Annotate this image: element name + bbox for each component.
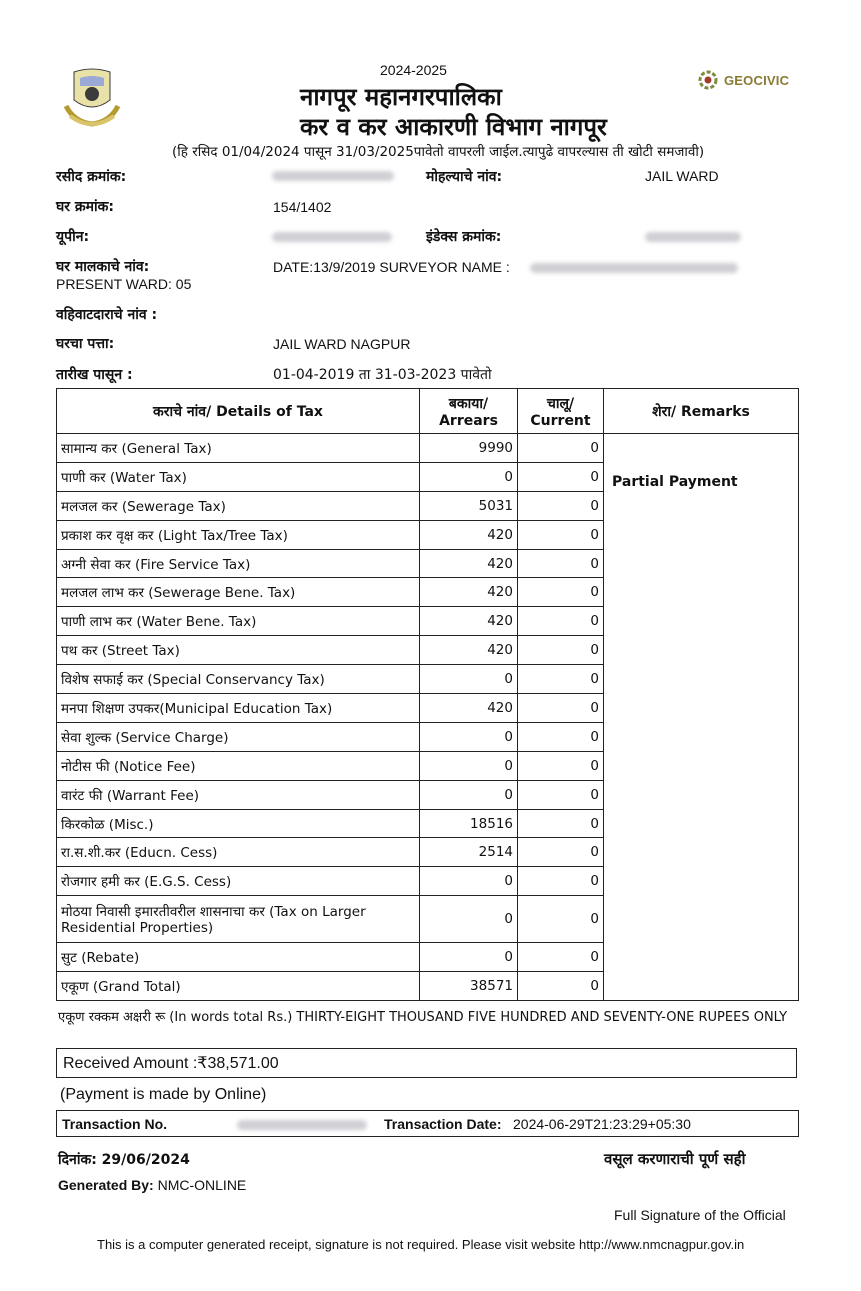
- current-cell: 0: [518, 722, 604, 751]
- geocivic-text: GEOCIVIC: [724, 72, 790, 88]
- tax-name-cell: मलजल लाभ कर (Sewerage Bene. Tax): [57, 578, 420, 607]
- current-cell: 0: [518, 972, 604, 1001]
- receipt-no-redacted: [272, 171, 394, 181]
- arrears-cell: 0: [420, 867, 518, 896]
- arrears-cell: 5031: [420, 491, 518, 520]
- amount-in-words: एकूण रक्कम अक्षरी रू (In words total Rs.) THIRTY-EIGHT THOUSAND FIVE HUNDRED AND SEVENTY-ONE RUPEES ONLY: [58, 1010, 788, 1025]
- address-label: घरचा पत्ता:: [56, 336, 115, 352]
- arrears-cell: 420: [420, 578, 518, 607]
- header-remarks: शेरा/ Remarks: [604, 389, 799, 434]
- upin-label: यूपीन:: [56, 229, 90, 245]
- arrears-cell: 0: [420, 462, 518, 491]
- header-details: कराचे नांव/ Details of Tax: [57, 389, 420, 434]
- transaction-date-label: Transaction Date:: [384, 1116, 502, 1132]
- tax-name-cell: मोठया निवासी इमारतीवरील शासनाचा कर (Tax on Larger Residential Properties): [57, 896, 420, 943]
- current-cell: 0: [518, 943, 604, 972]
- geocivic-logo: [696, 62, 806, 98]
- tax-name-cell: मलजल कर (Sewerage Tax): [57, 491, 420, 520]
- tax-name-cell: मनपा शिक्षण उपकर(Municipal Education Tax): [57, 694, 420, 723]
- date-from-label: तारीख पासून :: [56, 367, 133, 383]
- tax-name-cell: पाणी कर (Water Tax): [57, 462, 420, 491]
- current-cell: 0: [518, 607, 604, 636]
- arrears-cell: 0: [420, 722, 518, 751]
- remarks-cell: Partial Payment: [604, 434, 799, 1001]
- current-cell: 0: [518, 520, 604, 549]
- disclaimer: This is a computer generated receipt, signature is not required. Please visit website http://www.nmcnagpur.gov.in: [97, 1237, 745, 1252]
- arrears-cell: 420: [420, 549, 518, 578]
- date-from-value: 01-04-2019 ता 31-03-2023 पावेतो: [273, 367, 492, 383]
- arrears-cell: 9990: [420, 434, 518, 463]
- current-cell: 0: [518, 838, 604, 867]
- tax-table-header: [57, 389, 799, 434]
- current-cell: 0: [518, 809, 604, 838]
- current-cell: 0: [518, 636, 604, 665]
- transaction-box: [56, 1110, 799, 1137]
- arrears-cell: 0: [420, 943, 518, 972]
- occupier-label: वहिवाटदाराचे नांव :: [56, 307, 158, 323]
- current-cell: 0: [518, 751, 604, 780]
- arrears-cell: 420: [420, 694, 518, 723]
- index-no-label: इंडेक्स क्रमांक:: [426, 229, 502, 245]
- arrears-cell: 420: [420, 520, 518, 549]
- current-cell: 0: [518, 665, 604, 694]
- receipt-no-label: रसीद क्रमांक:: [56, 169, 127, 185]
- payment-mode: (Payment is made by Online): [60, 1086, 267, 1103]
- collector-signature-label: वसूल करणाराची पूर्ण सही: [604, 1150, 746, 1168]
- tax-name-cell: पथ कर (Street Tax): [57, 636, 420, 665]
- arrears-cell: 420: [420, 636, 518, 665]
- tax-table: [56, 388, 799, 1001]
- validity-note: (हि रसिद 01/04/2024 पासून 31/03/2025पावेतो वापरली जाईल.त्यापुढे वापरल्यास ती खोटी समजावी): [172, 144, 705, 160]
- arrears-cell: 0: [420, 896, 518, 943]
- tax-name-cell: प्रकाश कर वृक्ष कर (Light Tax/Tree Tax): [57, 520, 420, 549]
- official-signature-label: Full Signature of the Official: [614, 1207, 786, 1223]
- arrears-cell: 38571: [420, 972, 518, 1001]
- arrears-cell: 420: [420, 607, 518, 636]
- arrears-cell: 2514: [420, 838, 518, 867]
- tax-name-cell: एकूण (Grand Total): [57, 972, 420, 1001]
- arrears-cell: 0: [420, 751, 518, 780]
- tax-name-cell: सुट (Rebate): [57, 943, 420, 972]
- page-subtitle: कर व कर आकारणी विभाग नागपूर: [300, 113, 607, 141]
- upin-redacted: [272, 232, 392, 242]
- received-amount: Received Amount :₹38,571.00: [56, 1048, 797, 1078]
- arrears-cell: 18516: [420, 809, 518, 838]
- present-ward: PRESENT WARD: 05: [56, 276, 192, 292]
- surveyor-name-redacted: [530, 263, 738, 273]
- tax-name-cell: सेवा शुल्क (Service Charge): [57, 722, 420, 751]
- current-cell: 0: [518, 578, 604, 607]
- mohalla-label: मोहल्याचे नांव:: [426, 169, 503, 185]
- transaction-no-redacted: [237, 1120, 367, 1130]
- tax-name-cell: वारंट फी (Warrant Fee): [57, 780, 420, 809]
- current-cell: 0: [518, 867, 604, 896]
- mohalla-value: JAIL WARD: [645, 168, 719, 184]
- current-cell: 0: [518, 434, 604, 463]
- owner-label: घर मालकाचे नांव:: [56, 259, 150, 275]
- house-no-label: घर क्रमांक:: [56, 199, 114, 215]
- house-no-value: 154/1402: [273, 199, 332, 215]
- tax-name-cell: पाणी लाभ कर (Water Bene. Tax): [57, 607, 420, 636]
- current-cell: 0: [518, 491, 604, 520]
- current-cell: 0: [518, 896, 604, 943]
- current-cell: 0: [518, 549, 604, 578]
- address-value: JAIL WARD NAGPUR: [273, 336, 411, 352]
- tax-name-cell: रा.स.शी.कर (Educn. Cess): [57, 838, 420, 867]
- generated-by: Generated By: NMC-ONLINE: [58, 1177, 247, 1193]
- nmc-emblem-icon: [62, 66, 122, 132]
- owner-extra: DATE:13/9/2019 SURVEYOR NAME :: [273, 259, 510, 275]
- tax-name-cell: किरकोळ (Misc.): [57, 809, 420, 838]
- arrears-cell: 0: [420, 665, 518, 694]
- page-title: नागपूर महानगरपालिका: [300, 83, 502, 111]
- table-row: [57, 434, 799, 463]
- tax-name-cell: रोजगार हमी कर (E.G.S. Cess): [57, 867, 420, 896]
- receipt-date: दिनांक: 29/06/2024: [58, 1152, 190, 1168]
- index-no-redacted: [645, 232, 741, 242]
- current-cell: 0: [518, 694, 604, 723]
- header-arrears: बकाया/ Arrears: [420, 389, 518, 434]
- tax-name-cell: विशेष सफाई कर (Special Conservancy Tax): [57, 665, 420, 694]
- tax-name-cell: नोटीस फी (Notice Fee): [57, 751, 420, 780]
- current-cell: 0: [518, 780, 604, 809]
- transaction-no-label: Transaction No.: [62, 1116, 168, 1132]
- tax-name-cell: अग्नी सेवा कर (Fire Service Tax): [57, 549, 420, 578]
- tax-name-cell: सामान्य कर (General Tax): [57, 434, 420, 463]
- financial-year: 2024-2025: [380, 62, 447, 78]
- geocivic-gear-icon: [696, 65, 720, 95]
- arrears-cell: 0: [420, 780, 518, 809]
- header-current: चालू/ Current: [518, 389, 604, 434]
- current-cell: 0: [518, 462, 604, 491]
- transaction-date-value: 2024-06-29T21:23:29+05:30: [513, 1116, 691, 1132]
